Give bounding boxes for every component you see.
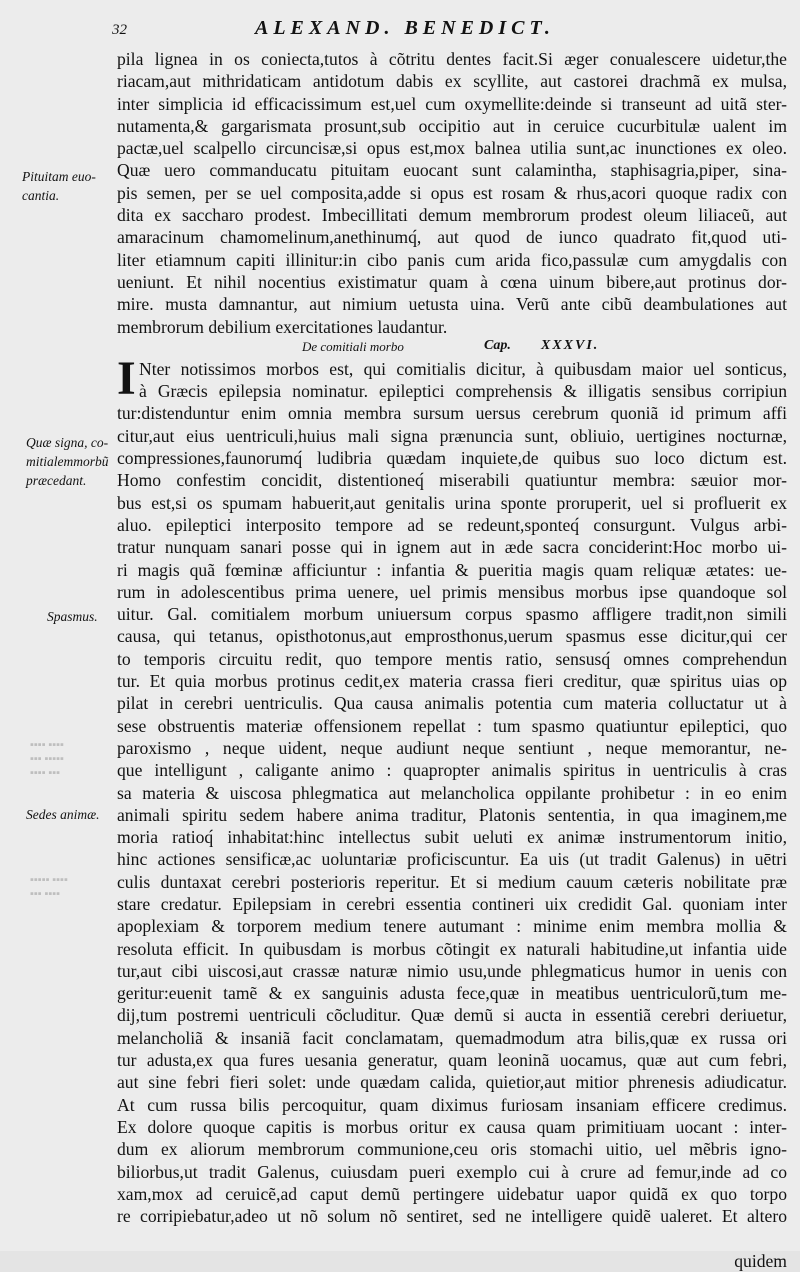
text-line: apoplexiam & torporem medium tenere autumant : minime enim membra mollia &: [117, 916, 787, 937]
text-line: pis semen, per se uel composita,adde si opus est rosam & rhus,acori quoque radix con: [117, 182, 787, 203]
text-line: tur,aut cibi uiscosi,aut crassæ naturæ nimio usu,unde phlegmaticus humor in uenis con: [117, 960, 787, 981]
text-column: [117, 48, 787, 1272]
margin-note-line: Quæ signa, co-: [26, 435, 109, 450]
running-head: ALEXAND. BENEDICT.: [255, 17, 555, 39]
first-line-text: Nter notissimos morbos est, qui comitialis dicitur, à quibusdam maior uel sonticus,: [139, 358, 787, 379]
text-line: resoluta efficit. In quibusdam is morbus cõtingit ex naturali habitudine,ut infantia uide: [117, 938, 787, 959]
margin-note-line: præcedant.: [26, 473, 87, 488]
text-line: to temporis circuitu redit, quo tempore mentis ratio, sensusq́ omnes comprehendun: [117, 648, 787, 669]
chapter-body: [117, 380, 787, 1272]
text-line: liter etiamnum capiti illinitur:in cibo panis cum arida fico,passulæ cum amygdalis con: [117, 249, 787, 270]
text-line: stare credatur. Epilepsiam in cerebri essentia contineri uix credidit Gal. quoniam inter: [117, 893, 787, 914]
text-line: causa, qui tetanus, opisthotonus,aut emprosthonus,uerum spasmus esse dicitur,qui cer: [117, 626, 787, 647]
text-line: xam,mox ad ceruicẽ,ad caput demũ pertingere uidebatur uapor quidã ex quo torpo: [117, 1183, 787, 1204]
chapter-number: XXXVI.: [541, 337, 600, 353]
text-line: uitur. Gal. comitialem morbum uniuersum corpus spasmo affligere tradit,non simili: [117, 604, 787, 625]
bleed-through-mark: ▪▪▪▪ ▪▪▪▪ ▪▪▪ ▪▪▪▪▪ ▪▪▪▪ ▪▪▪: [30, 739, 64, 779]
text-line: dum ex aliorum membrorum communione,ceu oris stomachi uitio, uel mẽbris igno-: [117, 1139, 787, 1160]
margin-note-sedes: [26, 805, 100, 824]
text-line: aluo. epileptici interposito tempore ad se redeunt,sponteq́ consurgunt. Vulgus arbi-: [117, 514, 787, 535]
bleed-through-mark: ▪▪▪▪▪ ▪▪▪▪ ▪▪▪ ▪▪▪▪: [30, 874, 68, 900]
margin-note-line: mitialemmorbũ: [26, 454, 109, 469]
text-line: rum in adolescentibus prima uenere, uel primis mensibus morbus ipse quandoque sol: [117, 581, 787, 602]
text-line: tur:distenduntur enim omnia membra sursum uersus cerebrum quoniã id primum affi: [117, 403, 787, 424]
margin-note-line: cantia.: [22, 188, 60, 203]
text-line: ueniunt. Et nihil nocentius existimatur quam à cœna uinum bibere,aut protinus dor-: [117, 271, 787, 292]
margin-note-line: Pituitam euo-: [22, 169, 96, 184]
margin-note-spasmus: [47, 607, 98, 626]
text-line: pila lignea in os coniecta,tutos à cõtritu dentes facit.Si æger conualescere uidetur,the: [117, 49, 787, 69]
text-line: sa materia & uiscosa phlegmatica aut melancholica oppilante prohibetur : in eo enim: [117, 782, 787, 803]
text-line: [117, 1227, 787, 1249]
text-line: pactæ,uel scalpello circuncisæ,si opus est,mox balnea utilia sunt,ac inunctiones ex oleo.: [117, 138, 787, 159]
text-line: geritur:euenit tamẽ & ex sanguinis adusta fece,quæ in meatibus uentriculorũ,tum me-: [117, 983, 787, 1004]
text-line: tratur nunquam sanari posse qui in ignem aut in æde sacra conciderint:Hoc morbo ui-: [117, 537, 787, 558]
text-line: ri magis quã fœminæ afficiuntur : infantia & pueritia magis quam reliquæ ætates: ue-: [117, 559, 787, 580]
text-line: At cum russa bilis percoquitur, quam diximus furiosam insaniam efficere credimus.: [117, 1094, 787, 1115]
text-line: dita ex saccharo prodest. Imbecillitati demum membrorum prodest oleum liliaceũ, aut: [117, 205, 787, 226]
text-line: amaracinum chamomelinum,anethinumq́, aut quod de iunco quadrato fit,quod uti-: [117, 227, 787, 248]
text-line: Quæ uero commanducatu pituitam euocant sunt calamintha, staphisagria,piper, sina-: [117, 160, 787, 181]
page-number: 32: [112, 22, 127, 38]
text-line: nutamenta,& gargarismata prosunt,sub occipitio aut in ceruice cucurbitulæ ualent im: [117, 115, 787, 136]
text-line: re corripiebatur,adeo ut nõ solum nõ sentiret, sed ne intelligere quidẽ ualeret. Et altero: [117, 1206, 787, 1227]
text-line: tur adusta,ex qua fures uesania generatur, quam leoninã uocamus, quæ aut cum febri,: [117, 1050, 787, 1071]
text-line: aut sine febri fieri solet: unde quædam calida, quietior,aut mitior phrenesis adiudicatur.: [117, 1072, 787, 1093]
text-line: hinc actiones sensificæ,ac uoluntariæ proficiscuntur. Ea uis (ut tradit Galenus) in uētri: [117, 849, 787, 870]
text-line: melancholiã & insaniã facit conclamatam, quemadmodum atra bilis,quæ ex russa ori: [117, 1027, 787, 1048]
text-line: membrorum debilium exercitationes laudantur.: [117, 316, 448, 337]
text-line: tur. Et quia morbus protinus cedit,ex materia crassa fieri creditur, quæ spiritus uias op: [117, 671, 787, 692]
catchword: quidem: [734, 1250, 787, 1271]
text-line: inter simplicia id efficacissimum est,uel cum oxymellite:deinde si transeunt ad uitã ster-: [117, 93, 787, 114]
drop-cap: I: [117, 351, 136, 405]
text-line: pilat in cerebri uentriculis. Qua causa animalis potentia cum materia colluctatur ut à: [117, 693, 787, 714]
text-line: à Græcis epilepsia nominatur. epileptici comprehensis & illigatis sensibus corripiun: [139, 381, 787, 402]
text-line: dij,tum postremi uentriculi cõcluditur. Quæ demũ si aucta in essentiã cerebri deriuetur,: [117, 1005, 787, 1026]
margin-note-signa: [26, 433, 109, 490]
text-line: bus est,si os spumam habuerit,aut genitalis urina sponte proruperit, uel si profluerit ex: [117, 492, 787, 513]
text-line: citur,aut eius uentriculi,huius mali signa prænuncia sunt, obliuio, uertigines nocturnæ,: [117, 425, 787, 446]
text-line: moria ratioq́ inhabitat:hinc intellectus subit ueluti ex animæ instrumentorum initio,: [117, 827, 787, 848]
text-line: biliorbus,ut tradit Galenus, cuiusdam pueri exemplo cui à crure ad femur,inde ad co: [117, 1161, 787, 1182]
text-line: Homo confestim concidit, distentioneq́ miserabili quatiuntur membra: sæuior mor-: [117, 470, 787, 491]
text-line: culis duntaxat cerebri posterioris reperitur. Et si medium cauum cæteris nobilitate præ: [117, 871, 787, 892]
text-line: paroxismo , neque uident, neque audiunt neque sentiunt , neque memorantur, ne-: [117, 737, 787, 758]
margin-note-line: Spasmus.: [47, 609, 98, 624]
text-line: compressiones,faunorumq́ ludibria quædam inquiete,de quibus suo loco dictum est.: [117, 448, 787, 469]
margin-note-pituitam: [22, 167, 96, 205]
chapter-title: De comitiali morbo: [302, 338, 404, 354]
chapter-heading: [117, 338, 787, 358]
text-line: sese obstruentis materiæ offensionem repellat : tum spasmo quatiuntur epileptici, quo: [117, 715, 787, 736]
text-line: animali spiritu sedem habere anima traditur, Platonis sententia, in qua imaginem,me: [117, 804, 787, 825]
paragraph-before-chapter: [117, 48, 787, 338]
text-line: que intelligunt , caligante animo : quapropter animalis spiritus in uentriculis à cras: [117, 760, 787, 781]
text-line: mire. musta damnantur, aut nimium uetusta uina. Verũ ante cibũ deambulationes aut: [117, 294, 787, 315]
text-line: Ex dolore quoque capitis is morbus oritur ex causa quam primitiuam uocant : inter-: [117, 1116, 787, 1137]
margin-note-line: Sedes animæ.: [26, 807, 100, 822]
chapter-cap-label: Cap.: [484, 337, 511, 353]
text-line: riacam,aut mithridaticam antidotum dabis ex scyllite, aut castorei drachmã ex mulsa,: [117, 71, 787, 92]
